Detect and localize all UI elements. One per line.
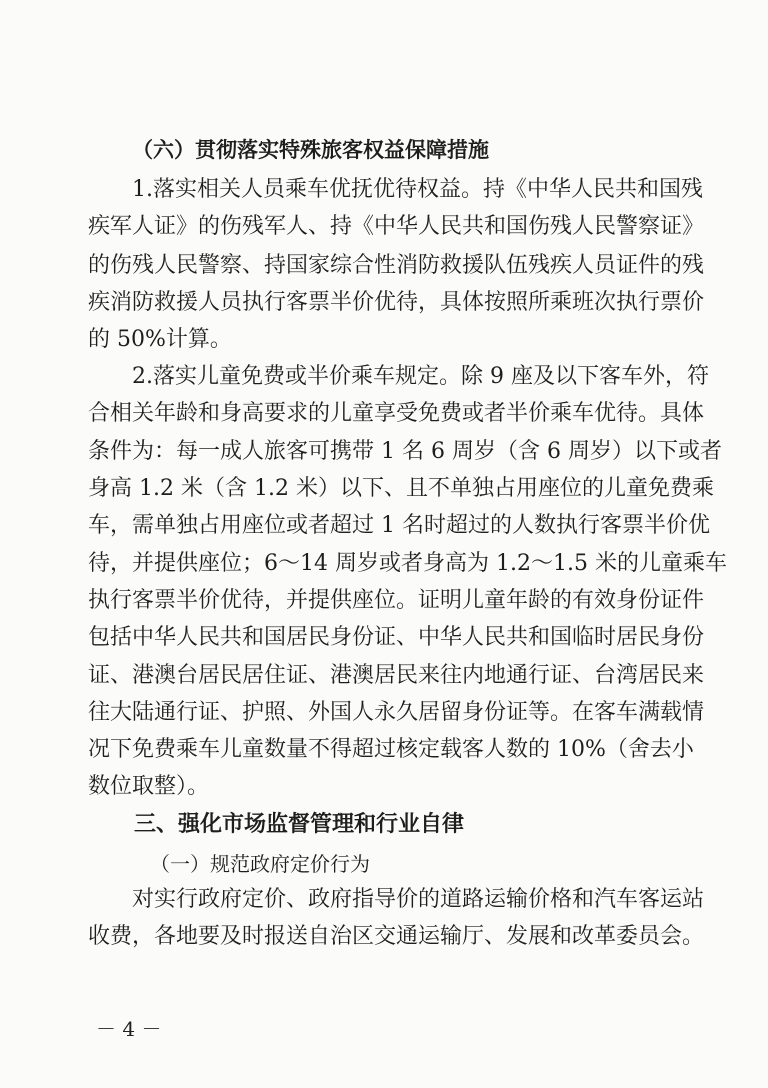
subsection-1-heading: （一）规范政府定价行为 (150, 852, 370, 876)
paragraph-2-line: 数位取整）。 (88, 774, 210, 799)
paragraph-2-line: 往大陆通行证、护照、外国人永久居留身份证等。在客车满载情 (88, 700, 705, 725)
paragraph-1-line: 的伤残人民警察、持国家综合性消防救援队伍残疾人员证件的残 (88, 253, 705, 278)
paragraph-2-line: 身高 1.2 米（含 1.2 米）以下、且不单独占用座位的儿童免费乘 (88, 476, 714, 501)
paragraph-2-line: 执行客票半价优待，并提供座位。证明儿童年龄的有效身份证件 (88, 588, 705, 613)
paragraph-1-line: 疾军人证》的伤残军人、持《中华人民共和国伤残人民警察证》 (88, 214, 705, 239)
paragraph-2-line: 证、港澳台居民居住证、港澳居民来往内地通行证、台湾居民来 (88, 663, 705, 688)
paragraph-1-line: 的 50%计算。 (88, 327, 232, 352)
page-number: － 4 － (96, 1017, 162, 1041)
section-6-heading: （六）贯彻落实特殊旅客权益保障措施 (132, 138, 489, 162)
paragraph-2-line: 2.落实儿童免费或半价乘车规定。除 9 座及以下客车外，符 (132, 364, 709, 389)
paragraph-3-line: 收费，各地要及时报送自治区交通运输厅、发展和改革委员会。 (88, 924, 705, 949)
paragraph-1-line: 1.落实相关人员乘车优抚优待权益。持《中华人民共和国残 (132, 177, 703, 202)
section-3-heading: 三、强化市场监督管理和行业自律 (134, 812, 465, 837)
paragraph-2-line: 车，需单独占用座位或者超过 1 名时超过的人数执行客票半价优 (88, 513, 710, 538)
paragraph-2-line: 合相关年龄和身高要求的儿童享受免费或者半价乘车优待。具体 (88, 401, 705, 426)
paragraph-3-line: 对实行政府定价、政府指导价的道路运输价格和汽车客运站 (132, 887, 705, 912)
paragraph-2-line: 包括中华人民共和国居民身份证、中华人民共和国临时居民身份 (88, 625, 705, 650)
paragraph-2-line: 待，并提供座位；6～14 周岁或者身高为 1.2～1.5 米的儿童乘车 (88, 551, 727, 576)
paragraph-2-line: 况下免费乘车儿童数量不得超过核定载客人数的 10%（舍去小 (88, 737, 694, 762)
paragraph-1-line: 疾消防救援人员执行客票半价优待，具体按照所乘班次执行票价 (88, 290, 705, 315)
paragraph-2-line: 条件为：每一成人旅客可携带 1 名 6 周岁（含 6 周岁）以下或者 (88, 439, 722, 464)
